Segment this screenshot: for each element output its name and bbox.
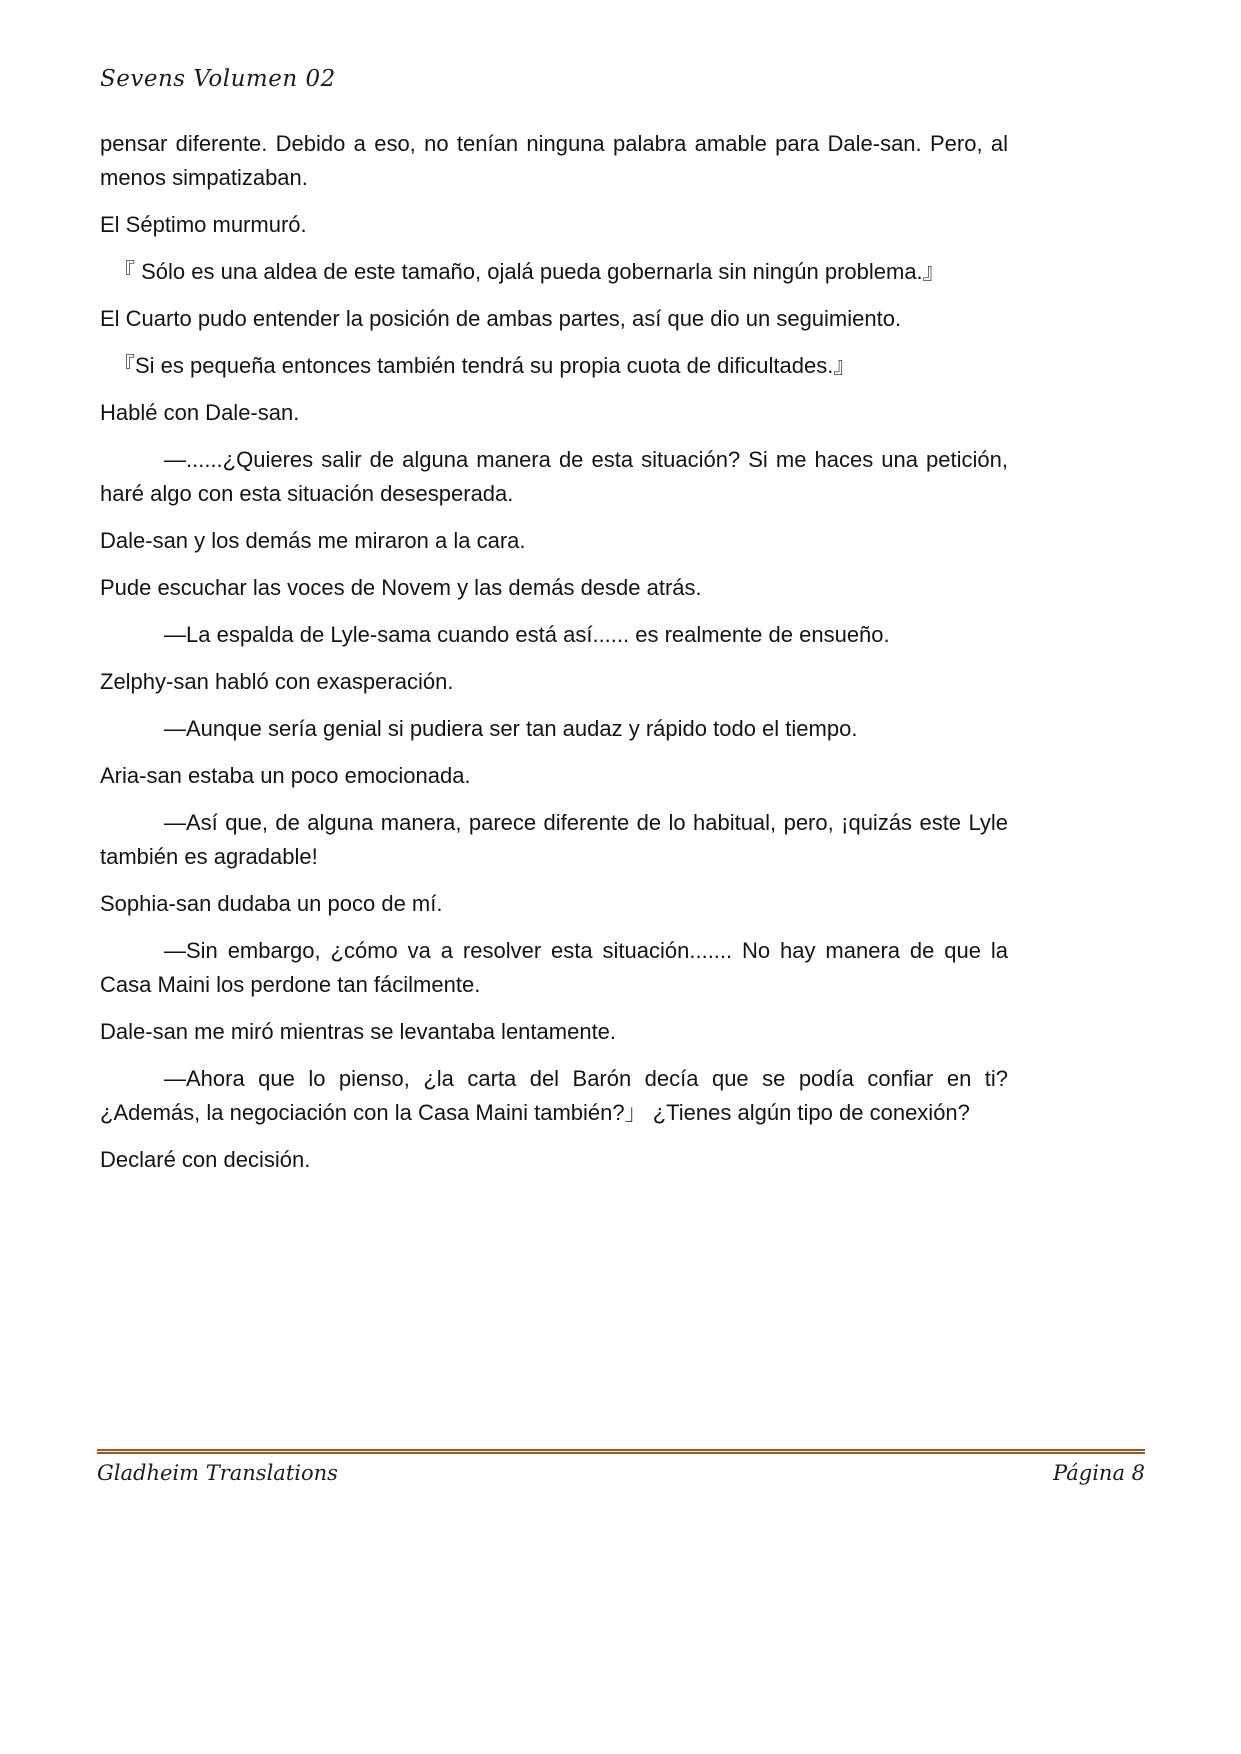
body-text <box>100 127 1008 1190</box>
paragraph: pensar diferente. Debido a eso, no tenían ninguna palabra amable para Dale-san. Pero, al menos simpatizaban. <box>100 131 1008 190</box>
paragraph: El Cuarto pudo entender la posición de ambas partes, así que dio un seguimiento. <box>100 306 902 331</box>
header-title: Sevens Volumen 02 <box>100 66 336 92</box>
paragraph: —Sin embargo, ¿cómo va a resolver esta situación....... No hay manera de que la Casa Maini los perdone tan fácilmente. <box>100 938 1008 997</box>
paragraph: —La espalda de Lyle-sama cuando está así...... es realmente de ensueño. <box>164 622 890 647</box>
footer-translator: Gladheim Translations <box>97 1461 338 1485</box>
footer-rule <box>97 1449 1145 1451</box>
paragraph: 『Si es pequeña entonces también tendrá su propia cuota de dificultades.』 <box>113 353 856 378</box>
paragraph: El Séptimo murmuró. <box>100 212 307 237</box>
paragraph: Declaré con decisión. <box>100 1147 311 1172</box>
footer-page-number: Página 8 <box>1053 1461 1145 1485</box>
paragraph: Pude escuchar las voces de Novem y las demás desde atrás. <box>100 575 702 600</box>
paragraph: —Ahora que lo pienso, ¿la carta del Barón decía que se podía confiar en ti? ¿Además, la negociación con la Casa Maini también?」 ¿Tienes algún tipo de conexión? <box>100 1066 1008 1125</box>
paragraph: —Así que, de alguna manera, parece diferente de lo habitual, pero, ¡quizás este Lyle también es agradable! <box>100 810 1008 869</box>
paragraph: Hablé con Dale-san. <box>100 400 300 425</box>
footer-row <box>97 1461 1145 1485</box>
paragraph: Dale-san y los demás me miraron a la cara. <box>100 528 526 553</box>
paragraph: Sophia-san dudaba un poco de mí. <box>100 891 443 916</box>
paragraph: —Aunque sería genial si pudiera ser tan audaz y rápido todo el tiempo. <box>164 716 858 741</box>
paragraph: Zelphy-san habló con exasperación. <box>100 669 454 694</box>
page-header <box>100 66 1110 92</box>
paragraph: 『 Sólo es una aldea de este tamaño, ojalá pueda gobernarla sin ningún problema.』 <box>113 259 945 284</box>
paragraph: —......¿Quieres salir de alguna manera de esta situación? Si me haces una petición, haré algo con esta situación desesperada. <box>100 447 1008 506</box>
paragraph: Aria-san estaba un poco emocionada. <box>100 763 471 788</box>
page-footer <box>97 1449 1145 1485</box>
paragraph: Dale-san me miró mientras se levantaba lentamente. <box>100 1019 617 1044</box>
